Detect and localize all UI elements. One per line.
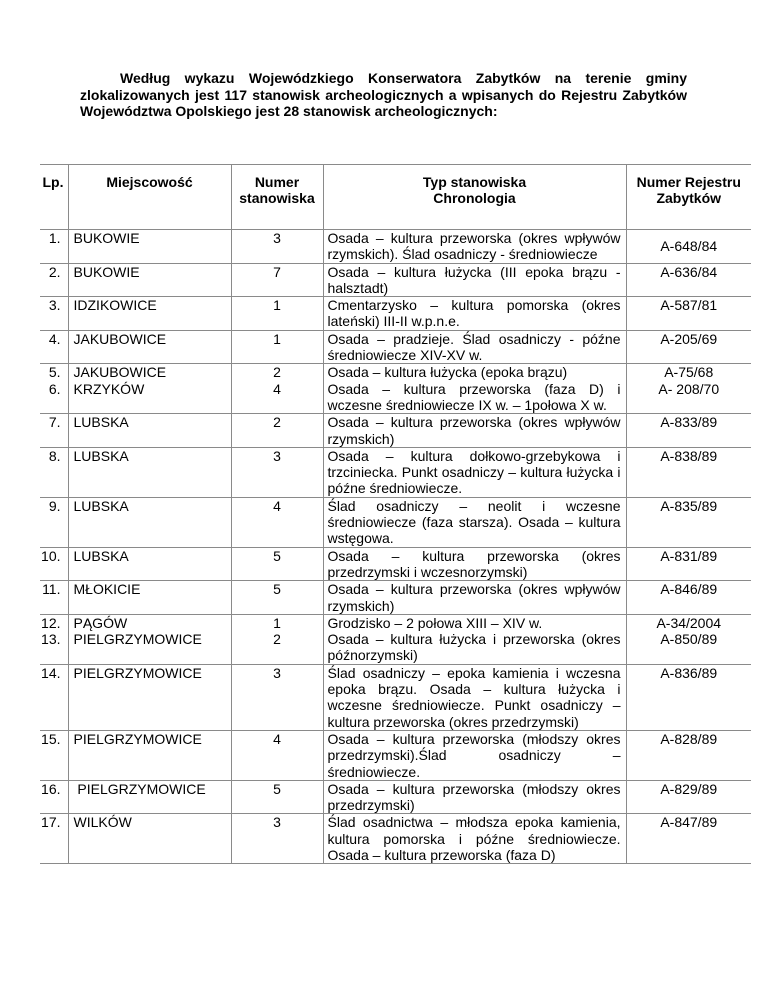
site-description: Osada – kultura przeworska (okres wpływów rzymskich)	[327, 581, 621, 614]
site-description: Grodzisko – 2 połowa XIII – XIV w.	[327, 614, 543, 631]
row-number: 2.	[48, 263, 61, 280]
place-name-cell	[68, 664, 231, 730]
register-number-cell	[626, 814, 751, 864]
row-number: 3.	[48, 297, 61, 314]
site-number-cell	[231, 364, 323, 414]
site-number-cell	[231, 263, 323, 297]
place-name-cell	[68, 263, 231, 297]
table-row	[40, 364, 751, 414]
table-row	[40, 330, 751, 364]
row-number-cell	[40, 297, 68, 331]
register-number-cell	[626, 364, 751, 414]
site-number: 3	[273, 447, 281, 464]
place-name: JAKUBOWICE	[73, 364, 167, 381]
site-number-cell	[231, 581, 323, 615]
site-number: 2	[273, 631, 281, 648]
row-number: 11.	[42, 581, 61, 598]
site-description: Osada – kultura przeworska (okres przedrzymski i wczesnorzymski)	[327, 547, 621, 580]
site-number: 2	[273, 414, 281, 431]
row-number-cell	[40, 780, 68, 814]
header-site-number-line1: Numer	[254, 174, 300, 190]
place-name: BUKOWIE	[73, 263, 140, 280]
header-site-number	[231, 165, 323, 230]
register-number-cell	[626, 664, 751, 730]
register-number-cell	[626, 730, 751, 780]
register-number-cell	[626, 230, 751, 264]
site-description: Osada – kultura łużycka (III epoka brązu - halsztadt)	[327, 263, 621, 296]
place-name: PIELGRZYMOWICE	[73, 780, 206, 797]
table-row	[40, 447, 751, 497]
row-number: 6.	[48, 380, 61, 397]
site-description-cell	[323, 330, 626, 364]
table-row	[40, 664, 751, 730]
site-description: Ślad osadniczy – neolit i wczesne średniowiecze (faza starsza). Osada – kultura wstęgowa.	[327, 497, 621, 547]
register-number: A-833/89	[660, 414, 718, 431]
site-description-cell	[323, 497, 626, 547]
register-number: A-850/89	[660, 631, 718, 648]
place-name: LUBSKA	[73, 547, 129, 564]
table-header-row	[40, 165, 751, 230]
site-number: 4	[273, 380, 281, 397]
place-name: LUBSKA	[73, 497, 129, 514]
site-description-cell	[323, 814, 626, 864]
row-number-cell	[40, 581, 68, 615]
register-number-cell	[626, 581, 751, 615]
register-number: A-838/89	[660, 447, 718, 464]
site-number-cell	[231, 297, 323, 331]
place-name: KRZYKÓW	[73, 380, 145, 397]
site-number: 2	[273, 364, 281, 381]
place-name: PĄGÓW	[73, 614, 128, 631]
header-site-type	[323, 165, 626, 230]
header-site-type-line2: Chronologia	[433, 190, 516, 207]
register-number: A-829/89	[660, 780, 718, 797]
place-name: PIELGRZYMOWICE	[73, 631, 202, 648]
place-name-cell	[68, 330, 231, 364]
table-row	[40, 581, 751, 615]
place-name: PIELGRZYMOWICE	[73, 730, 202, 747]
place-name-cell	[68, 780, 231, 814]
place-name: LUBSKA	[73, 447, 129, 464]
register-number-cell	[626, 297, 751, 331]
place-name: PIELGRZYMOWICE	[73, 664, 202, 681]
intro-paragraph: Według wykazu Wojewódzkiego Konserwatora Zabytków na terenie gminy zlokalizowanych jest 117 stanowisk archeologicznych a wpisanych do Rejestru Zabytków Województwa Opolskiego jest 28 stanowisk archeologicznych:	[80, 70, 687, 119]
row-number: 9.	[48, 497, 61, 514]
site-description-cell	[323, 664, 626, 730]
register-number-cell	[626, 780, 751, 814]
site-number: 1	[273, 297, 281, 314]
site-description: Osada – kultura dołkowo-grzebykowa i trzciniecka. Punkt osadniczy – kultura łużycka i późne średniowiecze.	[327, 447, 621, 497]
place-name-cell	[68, 230, 231, 264]
header-register-number-line1: Numer Rejestru	[636, 174, 741, 190]
row-number: 8.	[48, 447, 61, 464]
header-register-number-line2: Zabytków	[656, 190, 722, 207]
register-number-cell	[626, 497, 751, 547]
site-number-cell	[231, 414, 323, 448]
site-number-cell	[231, 730, 323, 780]
place-name-cell	[68, 814, 231, 864]
table-row	[40, 814, 751, 864]
site-description: Osada – kultura przeworska (faza D) i wczesne średniowiecze IX w. – 1połowa X w.	[327, 380, 621, 413]
site-description-cell	[323, 730, 626, 780]
register-number: A-205/69	[660, 330, 718, 347]
site-number: 1	[273, 330, 281, 347]
site-number-cell	[231, 614, 323, 664]
site-description: Osada – kultura przeworska (okres wpływów rzymskich)	[327, 414, 621, 447]
place-name-cell	[68, 414, 231, 448]
site-description: Osada – kultura łużycka (epoka brązu)	[327, 364, 568, 381]
site-description: Osada – kultura przeworska (okres wpływów rzymskich). Ślad osadniczy - średniowiecze	[327, 230, 621, 263]
place-name-cell	[68, 614, 231, 664]
register-number: A-836/89	[660, 664, 718, 681]
site-description-cell	[323, 614, 626, 664]
site-number-cell	[231, 447, 323, 497]
row-number: 7.	[48, 414, 61, 431]
place-name-cell	[68, 730, 231, 780]
site-number: 5	[273, 547, 281, 564]
row-number: 1.	[48, 230, 61, 246]
site-number-cell	[231, 780, 323, 814]
site-number: 1	[273, 614, 281, 631]
register-number: A- 208/70	[658, 380, 720, 397]
place-name-cell	[68, 547, 231, 581]
register-number: A-34/2004	[656, 614, 722, 631]
row-number-cell	[40, 447, 68, 497]
register-number-cell	[626, 263, 751, 297]
place-name: JAKUBOWICE	[73, 330, 167, 347]
register-number-cell	[626, 547, 751, 581]
site-description: Ślad osadniczy – epoka kamienia i wczesna epoka brązu. Osada – kultura łużycka i wczesne średniowiecze. Punkt osadniczy – kultura przeworska (okres przedrzymski)	[327, 664, 621, 730]
site-number: 3	[273, 664, 281, 681]
row-number-cell	[40, 497, 68, 547]
row-number: 17.	[41, 814, 61, 831]
register-number-cell	[626, 330, 751, 364]
table-row	[40, 730, 751, 780]
site-description-cell	[323, 780, 626, 814]
register-number: A-835/89	[660, 497, 718, 514]
row-number-cell	[40, 614, 68, 664]
site-description-cell	[323, 230, 626, 264]
place-name: WILKÓW	[73, 814, 132, 831]
row-number: 4.	[48, 330, 61, 347]
header-register-number	[626, 165, 751, 230]
place-name: BUKOWIE	[73, 230, 140, 246]
site-description: Osada – kultura przeworska (młodszy okres przedrzymski)	[327, 780, 621, 814]
place-name-cell	[68, 497, 231, 547]
register-number-cell	[626, 614, 751, 664]
place-name: MŁOKICIE	[73, 581, 141, 598]
header-site-type-line1: Typ stanowiska	[422, 174, 527, 190]
register-number-cell	[626, 447, 751, 497]
row-number: 13.	[41, 631, 61, 648]
row-number-cell	[40, 664, 68, 730]
site-description: Osada – pradzieje. Ślad osadniczy - późne średniowiecze XIV-XV w.	[327, 330, 621, 364]
site-description-cell	[323, 581, 626, 615]
site-number: 7	[273, 263, 281, 280]
place-name-cell	[68, 447, 231, 497]
row-number-cell	[40, 547, 68, 581]
row-number: 5.	[48, 364, 61, 381]
row-number-cell	[40, 263, 68, 297]
site-description-cell	[323, 547, 626, 581]
place-name: LUBSKA	[73, 414, 129, 431]
site-description: Osada – kultura łużycka i przeworska (okres późnorzymski)	[327, 631, 621, 664]
site-number: 4	[273, 497, 281, 514]
place-name: IDZIKOWICE	[73, 297, 157, 314]
place-name-cell	[68, 364, 231, 414]
row-number: 14.	[41, 664, 61, 681]
site-number-cell	[231, 547, 323, 581]
table-row	[40, 414, 751, 448]
place-name-cell	[68, 297, 231, 331]
row-number-cell	[40, 414, 68, 448]
site-description-cell	[323, 364, 626, 414]
site-number-cell	[231, 230, 323, 264]
archaeological-sites-table	[40, 164, 751, 864]
row-number: 16.	[41, 780, 61, 797]
register-number: A-648/84	[660, 238, 718, 255]
site-description: Osada – kultura przeworska (młodszy okres przedrzymski).Ślad osadniczy – średniowiecze.	[327, 730, 621, 780]
site-number: 5	[273, 780, 281, 797]
table-row	[40, 547, 751, 581]
row-number-cell	[40, 730, 68, 780]
site-number-cell	[231, 814, 323, 864]
table-row	[40, 230, 751, 264]
table-row	[40, 297, 751, 331]
header-site-number-line2: stanowiska	[239, 190, 315, 207]
site-description-cell	[323, 263, 626, 297]
site-number: 4	[273, 730, 281, 747]
register-number: A-831/89	[660, 547, 718, 564]
register-number: A-828/89	[660, 730, 718, 747]
header-place: Miejscowość	[68, 165, 231, 230]
site-description: Ślad osadnictwa – młodsza epoka kamienia, kultura pomorska i późne średniowiecze. Osada – kultura przeworska (faza D)	[327, 814, 621, 863]
table-row	[40, 780, 751, 814]
header-lp: Lp.	[40, 165, 68, 230]
row-number-cell	[40, 230, 68, 264]
site-number: 3	[273, 230, 281, 246]
site-description-cell	[323, 414, 626, 448]
site-number-cell	[231, 664, 323, 730]
site-description-cell	[323, 447, 626, 497]
register-number: A-847/89	[660, 814, 718, 831]
register-number: A-846/89	[660, 581, 718, 598]
table-row	[40, 263, 751, 297]
table-row	[40, 497, 751, 547]
table-row	[40, 614, 751, 664]
site-description-cell	[323, 297, 626, 331]
register-number: A-587/81	[660, 297, 718, 314]
register-number: A-636/84	[660, 263, 718, 280]
register-number: A-75/68	[664, 364, 714, 381]
register-number-cell	[626, 414, 751, 448]
site-number-cell	[231, 497, 323, 547]
site-number: 3	[273, 814, 281, 831]
place-name-cell	[68, 581, 231, 615]
row-number: 15.	[41, 730, 61, 747]
row-number: 10.	[41, 547, 61, 564]
row-number-cell	[40, 814, 68, 864]
row-number: 12.	[41, 614, 61, 631]
site-number: 5	[273, 581, 281, 598]
site-number-cell	[231, 330, 323, 364]
site-description: Cmentarzysko – kultura pomorska (okres lateński) III-II w.p.n.e.	[327, 297, 621, 330]
row-number-cell	[40, 330, 68, 364]
row-number-cell	[40, 364, 68, 414]
